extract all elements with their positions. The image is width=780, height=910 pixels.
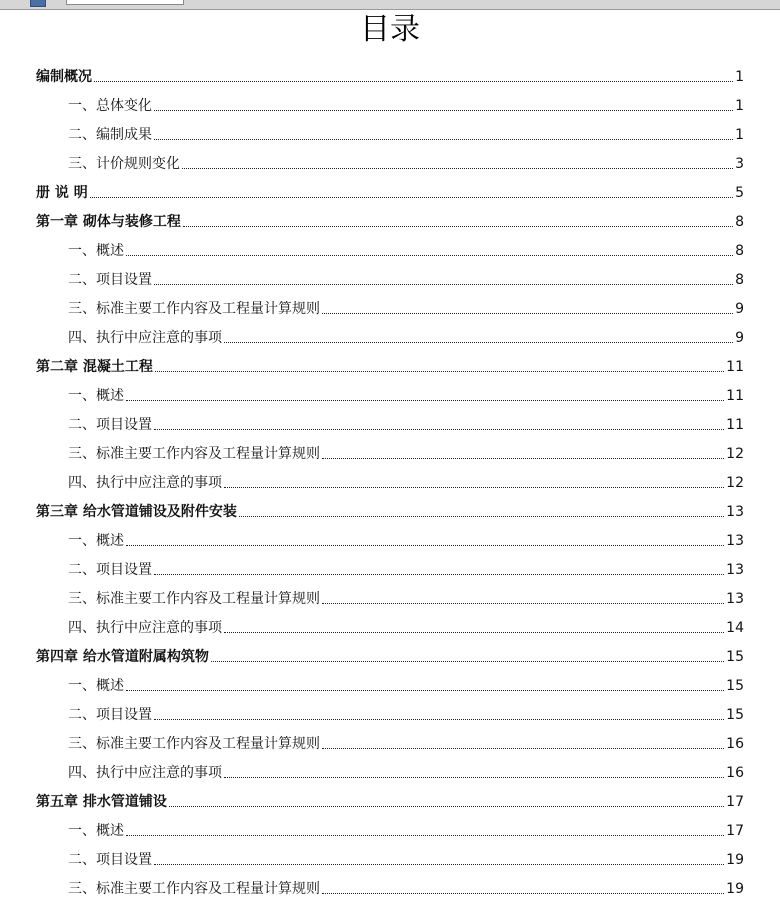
toc-entry[interactable] <box>0 847 780 869</box>
toc-entry-page: 15 <box>726 678 744 694</box>
toc-entry-page: 15 <box>726 707 744 723</box>
toc-entry-page: 1 <box>735 69 744 85</box>
dot-leader <box>126 834 724 836</box>
toc-entry-page: 13 <box>726 533 744 549</box>
toc-entry[interactable] <box>0 731 780 753</box>
toc-entry-label: 一、概述 <box>68 388 124 404</box>
toc-entry-page: 11 <box>726 359 744 375</box>
toc-entry-label: 第二章 混凝土工程 <box>36 359 153 375</box>
toc-entry[interactable] <box>0 528 780 550</box>
dot-leader <box>94 80 733 82</box>
dot-leader <box>126 544 724 546</box>
toc-entry-page: 14 <box>726 620 744 636</box>
toc-entry[interactable] <box>0 267 780 289</box>
toc-entry-page: 16 <box>726 736 744 752</box>
dot-leader <box>183 225 733 227</box>
toc-entry-page: 17 <box>726 823 744 839</box>
dot-leader <box>154 863 724 865</box>
toc-entry[interactable] <box>0 818 780 840</box>
toc-entry[interactable] <box>0 122 780 144</box>
toc-entry[interactable] <box>0 238 780 260</box>
dot-leader <box>154 109 733 111</box>
toc-entry-page: 5 <box>735 185 744 201</box>
dot-leader <box>154 428 724 430</box>
toc-entry-label: 三、标准主要工作内容及工程量计算规则 <box>68 301 320 317</box>
toc-entry-label: 四、执行中应注意的事项 <box>68 765 222 781</box>
toc-entry-page: 9 <box>735 301 744 317</box>
toc-entry[interactable] <box>0 789 780 811</box>
toc-entry[interactable] <box>0 296 780 318</box>
toc-entry[interactable] <box>0 557 780 579</box>
toc-entry[interactable] <box>0 760 780 782</box>
toc-entry-label: 四、执行中应注意的事项 <box>68 330 222 346</box>
dot-leader <box>211 660 724 662</box>
toc-entry-page: 19 <box>726 852 744 868</box>
dot-leader <box>224 776 724 778</box>
dot-leader <box>322 312 733 314</box>
dot-leader <box>90 196 733 198</box>
toc-entry[interactable] <box>0 354 780 376</box>
toc-entry-page: 13 <box>726 562 744 578</box>
toc-entry[interactable] <box>0 93 780 115</box>
toc-entry-label: 一、概述 <box>68 678 124 694</box>
toc-entry-label: 二、编制成果 <box>68 127 152 143</box>
toc-entry-label: 第四章 给水管道附属构筑物 <box>36 649 209 665</box>
dot-leader <box>126 254 733 256</box>
toc-entry-page: 19 <box>726 881 744 897</box>
toc-entry-label: 一、总体变化 <box>68 98 152 114</box>
toc-entry[interactable] <box>0 702 780 724</box>
toc-entry-label: 三、标准主要工作内容及工程量计算规则 <box>68 446 320 462</box>
toc-entry-label: 第一章 砌体与装修工程 <box>36 214 181 230</box>
dot-leader <box>154 283 733 285</box>
toc-entry-page: 3 <box>735 156 744 172</box>
toc-entry-label: 三、标准主要工作内容及工程量计算规则 <box>68 736 320 752</box>
toc-entry-label: 二、项目设置 <box>68 562 152 578</box>
toc-entry-label: 二、项目设置 <box>68 417 152 433</box>
toc-entry-page: 1 <box>735 127 744 143</box>
dot-leader <box>182 167 733 169</box>
toc-entry-page: 12 <box>726 446 744 462</box>
toc-entry[interactable] <box>0 441 780 463</box>
toc-entry-page: 12 <box>726 475 744 491</box>
toc-entry[interactable] <box>0 673 780 695</box>
dot-leader <box>239 515 724 517</box>
toc-entry-page: 17 <box>726 794 744 810</box>
dot-leader <box>126 399 724 401</box>
toc-entry-page: 8 <box>735 214 744 230</box>
toc-entry-label: 编制概况 <box>36 69 92 85</box>
toc-entry-page: 16 <box>726 765 744 781</box>
dot-leader <box>155 370 724 372</box>
toc-entry[interactable] <box>0 586 780 608</box>
toc-entry-label: 二、项目设置 <box>68 272 152 288</box>
toc-entry-label: 三、标准主要工作内容及工程量计算规则 <box>68 591 320 607</box>
dot-leader <box>224 486 724 488</box>
toc-entry-label: 二、项目设置 <box>68 852 152 868</box>
dot-leader <box>322 892 724 894</box>
toolbar-input[interactable] <box>66 0 184 5</box>
toc-entry-page: 11 <box>726 388 744 404</box>
toc-entry-label: 第五章 排水管道铺设 <box>36 794 167 810</box>
toc-entry[interactable] <box>0 151 780 173</box>
toc-entry-label: 一、概述 <box>68 243 124 259</box>
toc-entry[interactable] <box>0 325 780 347</box>
toc-entry-page: 1 <box>735 98 744 114</box>
toc-entry-page: 9 <box>735 330 744 346</box>
toc-entry-label: 一、概述 <box>68 823 124 839</box>
toc-entry[interactable] <box>0 383 780 405</box>
dot-leader <box>322 747 724 749</box>
toc-entry-page: 13 <box>726 591 744 607</box>
toc-entry-label: 二、项目设置 <box>68 707 152 723</box>
toc-entry[interactable] <box>0 644 780 666</box>
toc-entry-label: 四、执行中应注意的事项 <box>68 475 222 491</box>
dot-leader <box>154 573 724 575</box>
dot-leader <box>224 341 733 343</box>
page-title: 目录 <box>360 12 420 47</box>
dot-leader <box>154 718 724 720</box>
toc-entry-label: 册 说 明 <box>36 185 88 201</box>
toc-entry[interactable] <box>0 412 780 434</box>
toc-entry-label: 三、标准主要工作内容及工程量计算规则 <box>68 881 320 897</box>
dot-leader <box>224 631 724 633</box>
dot-leader <box>322 602 724 604</box>
toc-entry[interactable] <box>0 470 780 492</box>
toc-entry-page: 11 <box>726 417 744 433</box>
document-icon[interactable] <box>30 0 46 7</box>
dot-leader <box>169 805 724 807</box>
toc-entry[interactable] <box>0 876 780 898</box>
toc-entry-page: 8 <box>735 243 744 259</box>
toc-entry-page: 15 <box>726 649 744 665</box>
toc-entry[interactable] <box>0 615 780 637</box>
toc-entry[interactable] <box>0 499 780 521</box>
toc-entry[interactable] <box>0 64 780 86</box>
dot-leader <box>154 138 733 140</box>
toc-entry-label: 三、计价规则变化 <box>68 156 180 172</box>
toc-entry-page: 13 <box>726 504 744 520</box>
toc-entry-label: 第三章 给水管道铺设及附件安装 <box>36 504 237 520</box>
toc-entry-label: 四、执行中应注意的事项 <box>68 620 222 636</box>
dot-leader <box>322 457 724 459</box>
dot-leader <box>126 689 724 691</box>
toc-entry-page: 8 <box>735 272 744 288</box>
toc-entry-label: 一、概述 <box>68 533 124 549</box>
toc-entry[interactable] <box>0 180 780 202</box>
toc-entry[interactable] <box>0 209 780 231</box>
toolbar <box>0 0 780 10</box>
